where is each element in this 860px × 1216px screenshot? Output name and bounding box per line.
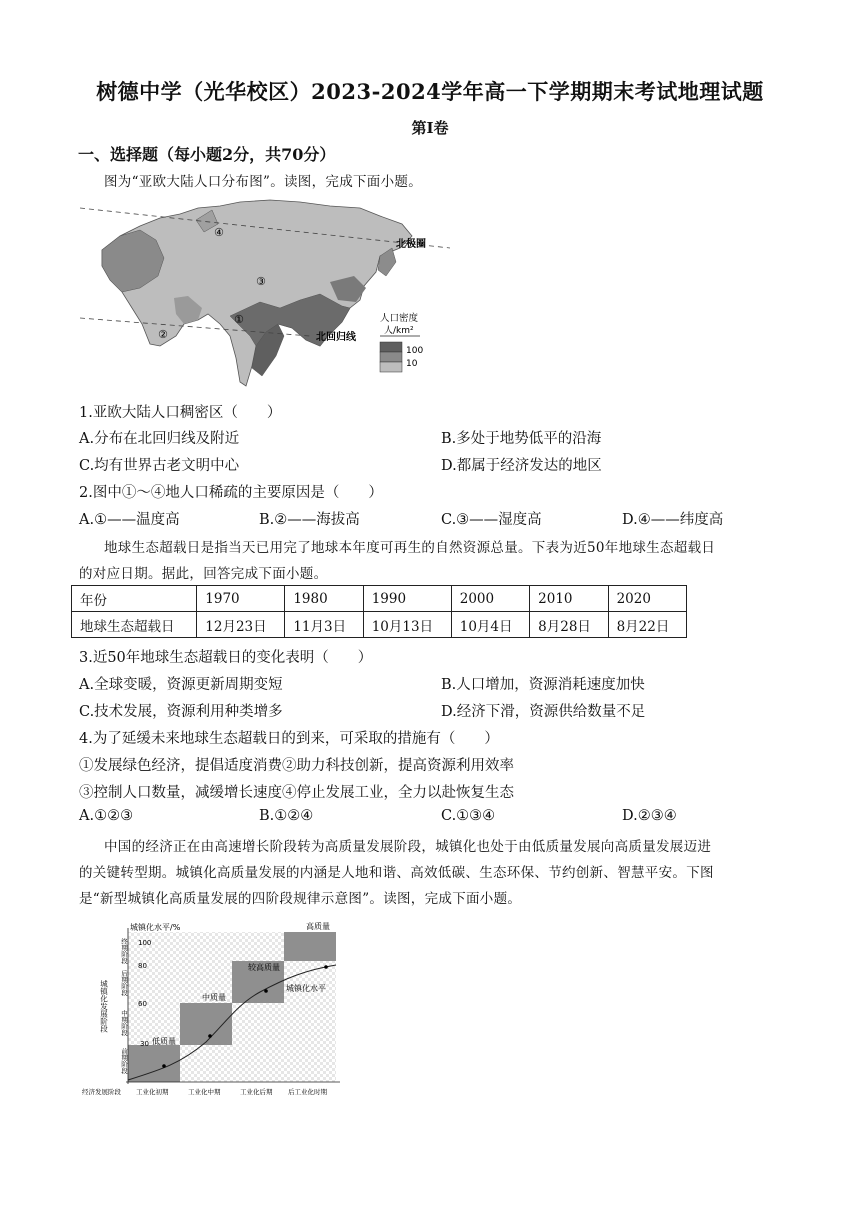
x-stage-4: 后工业化时期	[288, 1088, 327, 1096]
legend-swatch-sparse	[380, 362, 402, 372]
question-4-option-c: C.①③④	[441, 808, 496, 824]
question-4-stem: 4.为了延缓未来地球生态超载日的到来，可采取的措施有（ ）	[79, 731, 499, 747]
table-cell: 2000	[451, 586, 529, 612]
intro-text-3-line-1: 中国的经济正在由高速增长阶段转为高质量发展阶段，城镇化也处于由低质量发展向高质量发展迈进	[104, 839, 712, 855]
y-stage-middle: 中期阶段	[120, 1010, 128, 1036]
y-stage-final: 终期阶段	[120, 938, 128, 964]
table-cell: 年份	[72, 586, 197, 612]
eurasia-population-map	[80, 196, 450, 392]
question-2-option-c: C.③——湿度高	[441, 512, 542, 528]
question-4-statement-1: ①发展绿色经济，提倡适度消费②助力科技创新，提高资源利用效率	[79, 758, 514, 774]
table-cell: 10月4日	[451, 612, 529, 638]
page-title: 树德中学（光华校区）2023-2024学年高一下学期期末考试地理试题	[96, 79, 764, 104]
legend-value-100: 100	[406, 346, 424, 356]
question-3-option-a: A.全球变暖，资源更新周期变短	[79, 677, 283, 693]
table-cell: 1990	[363, 586, 451, 612]
map-land	[102, 200, 412, 386]
volume-label: 第Ⅰ卷	[411, 119, 449, 137]
intro-text-1: 图为“亚欧大陆人口分布图”。读图，完成下面小题。	[104, 174, 423, 190]
level-high: 高质量	[306, 922, 330, 931]
urbanization-stage-diagram	[80, 918, 350, 1100]
question-2-option-b: B.②——海拔高	[259, 512, 360, 528]
question-2-option-d: D.④——纬度高	[622, 512, 724, 528]
table-cell: 2010	[530, 586, 608, 612]
curve-point-3	[264, 989, 268, 993]
level-medium: 中质量	[202, 993, 226, 1002]
question-1-option-c: C.均有世界古老文明中心	[79, 458, 240, 474]
legend-swatch-dense	[380, 342, 402, 352]
table-cell: 地球生态超载日	[72, 612, 197, 638]
question-3-option-d: D.经济下滑，资源供给数量不足	[441, 704, 646, 720]
quality-block-high	[284, 932, 336, 961]
y-axis-title: 城镇化水平/%	[130, 923, 181, 932]
table-row	[72, 612, 687, 638]
x-stage-2: 工业化中期	[188, 1088, 221, 1096]
quality-block-low	[128, 1045, 180, 1082]
table-cell: 8月28日	[530, 612, 608, 638]
legend-value-10: 10	[406, 359, 418, 369]
level-higher: 较高质量	[248, 963, 280, 972]
section-heading: 一、选择题（每小题2分，共70分）	[78, 145, 336, 164]
map-label-1: ①	[234, 313, 244, 326]
intro-text-2-line-2: 的对应日期。据此，回答完成下面小题。	[79, 566, 328, 582]
question-4-option-b: B.①②④	[259, 808, 314, 824]
question-3-option-c: C.技术发展，资源利用种类增多	[79, 704, 283, 720]
table-cell: 11月3日	[285, 612, 363, 638]
question-1-option-d: D.都属于经济发达的地区	[441, 458, 602, 474]
map-label-3: ③	[256, 275, 266, 288]
table-cell: 8月22日	[608, 612, 686, 638]
level-low: 低质量	[152, 1037, 176, 1046]
question-3-option-b: B.人口增加，资源消耗速度加快	[441, 677, 645, 693]
y-tick-30: 30	[140, 1040, 149, 1048]
y-stage-late: 后期阶段	[120, 970, 128, 996]
question-3-stem: 3.近50年地球生态超载日的变化表明（ ）	[79, 650, 373, 666]
question-2-stem: 2.图中①～④地人口稀疏的主要原因是（ ）	[79, 485, 383, 501]
arctic-circle-label: 北极圈	[396, 239, 426, 250]
curve-point-2	[208, 1034, 212, 1038]
table-cell: 1970	[197, 586, 285, 612]
y-tick-100: 100	[138, 939, 152, 947]
y-stage-early: 前期阶段	[120, 1048, 128, 1074]
table-cell: 1980	[285, 586, 363, 612]
intro-text-3-line-2: 的关键转型期。城镇化高质量发展的内涵是人地和谐、高效低碳、生态环保、节约创新、智慧平安。下图	[79, 865, 714, 881]
table-cell: 2020	[608, 586, 686, 612]
intro-text-3-line-3: 是“新型城镇化高质量发展的四阶段规律示意图”。读图，完成下面小题。	[79, 891, 522, 907]
legend-title: 人口密度	[380, 313, 419, 324]
curve-label: 城镇化水平	[286, 984, 326, 993]
overshoot-day-table	[71, 585, 687, 638]
tropic-label: 北回归线	[316, 332, 356, 343]
x-stage-3: 工业化后期	[240, 1088, 273, 1096]
y-tick-80: 80	[138, 962, 147, 970]
map-label-4: ④	[214, 226, 224, 239]
curve-point-1	[162, 1064, 166, 1068]
quality-block-medium	[180, 1003, 232, 1045]
curve-point-4	[324, 965, 328, 969]
legend-swatch-medium	[380, 352, 402, 362]
question-4-option-d: D.②③④	[622, 808, 677, 824]
x-stage-1: 工业化初期	[136, 1088, 169, 1096]
question-4-option-a: A.①②③	[79, 808, 134, 824]
table-cell: 12月23日	[197, 612, 285, 638]
map-legend	[380, 312, 423, 372]
question-1-stem: 1.亚欧大陆人口稠密区（ ）	[79, 405, 282, 421]
y-stage-title: 城镇化发展阶段	[99, 980, 109, 1033]
y-tick-60: 60	[138, 1000, 147, 1008]
table-cell: 10月13日	[363, 612, 451, 638]
legend-unit: 人/km²	[384, 326, 414, 336]
intro-text-2-line-1: 地球生态超载日是指当天已用完了地球本年度可再生的自然资源总量。下表为近50年地球生态超载日	[104, 540, 716, 556]
question-1-option-b: B.多处于地势低平的沿海	[441, 431, 602, 447]
x-axis-title: 经济发展阶段	[82, 1088, 121, 1096]
map-label-2: ②	[158, 328, 168, 341]
question-2-option-a: A.①——温度高	[79, 512, 180, 528]
question-4-statement-2: ③控制人口数量，减缓增长速度④停止发展工业，全力以赴恢复生态	[79, 785, 514, 801]
question-1-option-a: A.分布在北回归线及附近	[79, 431, 240, 447]
table-row	[72, 586, 687, 612]
